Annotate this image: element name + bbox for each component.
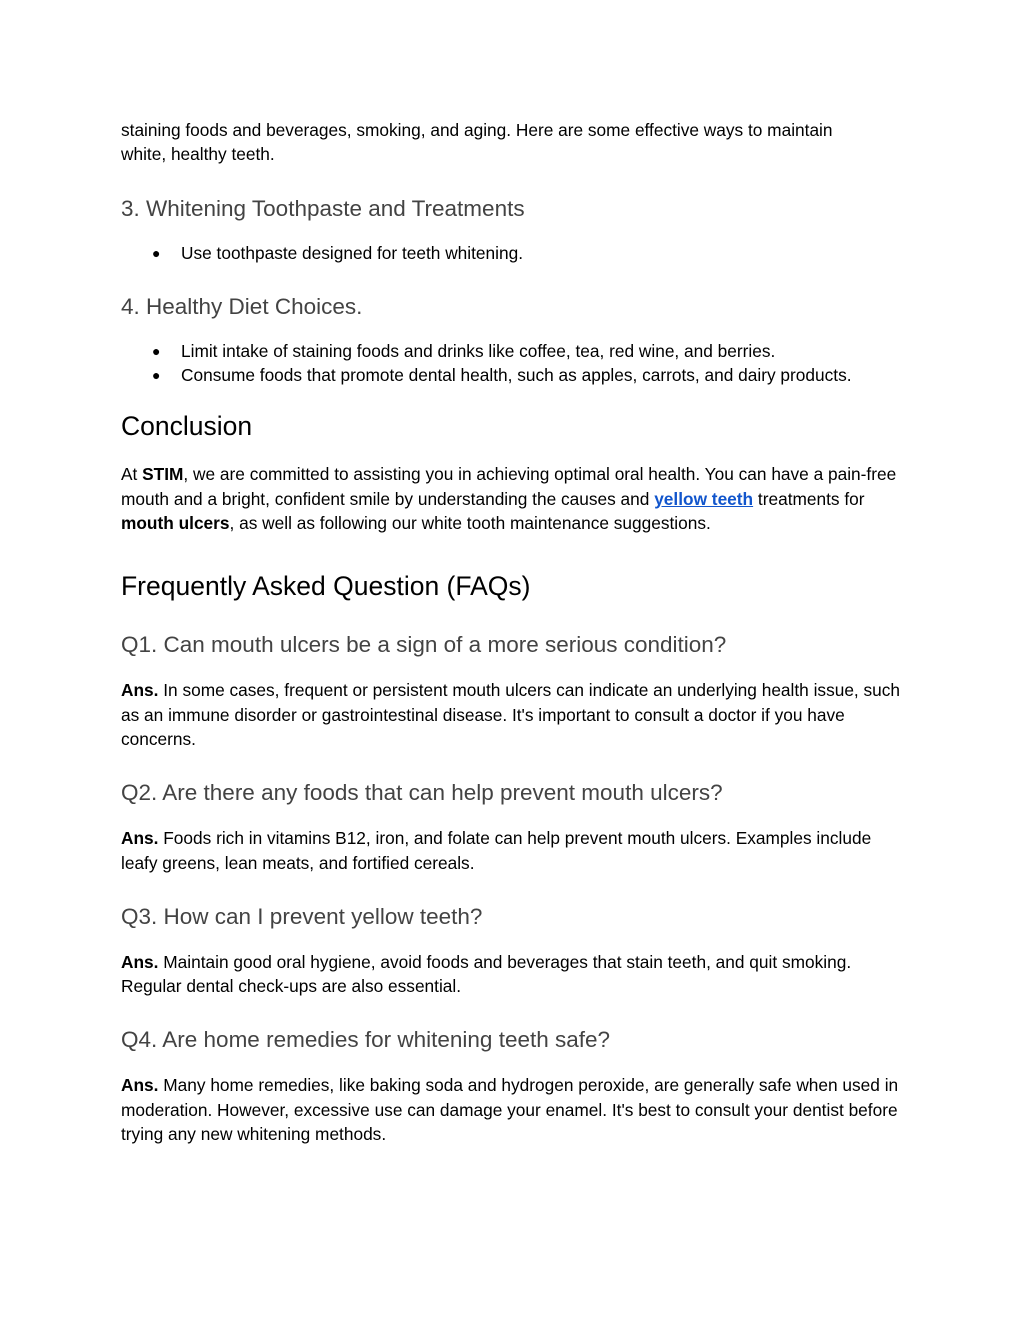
list-item: ● Use toothpaste designed for teeth whitening.: [121, 241, 911, 265]
answer-label: Ans.: [121, 680, 159, 701]
list-item: ● Consume foods that promote dental health, such as apples, carrots, and dairy products.: [121, 363, 911, 387]
intro-line-2: white, healthy teeth.: [121, 144, 275, 165]
faq-answer-3: Ans. Maintain good oral hygiene, avoid foods and beverages that stain teeth, and quit smoking. Regular dental check-ups are also essential.: [121, 951, 852, 997]
conclusion-paragraph: At STIM, we are committed to assisting you in achieving optimal oral health. You can have a pain-free mouth and a bright, confident smile by understanding the causes and yellow teeth treatments for mouth ulcers, as well as following our white tooth maintenance suggestions.: [121, 464, 897, 534]
document-page: [121, 118, 911, 1146]
bullet-icon: ●: [152, 244, 161, 261]
section-3-heading: 3. Whitening Toothpaste and Treatments: [121, 195, 525, 221]
answer-label: Ans.: [121, 1075, 159, 1096]
intro-line-1: staining foods and beverages, smoking, and aging. Here are some effective ways to maintain: [121, 120, 833, 140]
bullet-icon: ●: [152, 367, 161, 384]
bullet-icon: ●: [152, 342, 161, 359]
faq-answer-2: Ans. Foods rich in vitamins B12, iron, and folate can help prevent mouth ulcers. Examples include leafy greens, lean meats, and fortified cereals.: [121, 828, 872, 873]
conclusion-heading: Conclusion: [121, 411, 253, 442]
answer-label: Ans.: [121, 828, 159, 849]
bold-term: mouth ulcers: [121, 513, 230, 534]
faq-answer-4: Ans. Many home remedies, like baking soda and hydrogen peroxide, are generally safe when used in moderation. However, excessive use can damage your enamel. It's best to consult your dentist before trying any new whitening methods.: [121, 1075, 899, 1145]
answer-label: Ans.: [121, 951, 159, 972]
faq-question-1: Q1. Can mouth ulcers be a sign of a more serious condition?: [121, 632, 727, 658]
yellow-teeth-link[interactable]: yellow teeth: [654, 488, 754, 509]
section-3-bullet-list: [121, 241, 911, 265]
intro-paragraph: [121, 118, 911, 167]
faq-answer-1: Ans. In some cases, frequent or persistent mouth ulcers can indicate an underlying health issue, such as an immune disorder or gastrointestinal disease. It's important to consult a doctor if you have concerns.: [121, 680, 901, 749]
section-4-bullet-list: [121, 339, 911, 388]
brand-name: STIM: [142, 464, 184, 485]
faq-question-2: Q2. Are there any foods that can help prevent mouth ulcers?: [121, 780, 723, 806]
faq-heading: Frequently Asked Question (FAQs): [121, 571, 531, 602]
section-4-heading: 4. Healthy Diet Choices.: [121, 293, 363, 319]
list-item: ● Limit intake of staining foods and drinks like coffee, tea, red wine, and berries.: [121, 339, 911, 363]
faq-question-3: Q3. How can I prevent yellow teeth?: [121, 903, 483, 929]
faq-question-4: Q4. Are home remedies for whitening teeth safe?: [121, 1027, 611, 1053]
